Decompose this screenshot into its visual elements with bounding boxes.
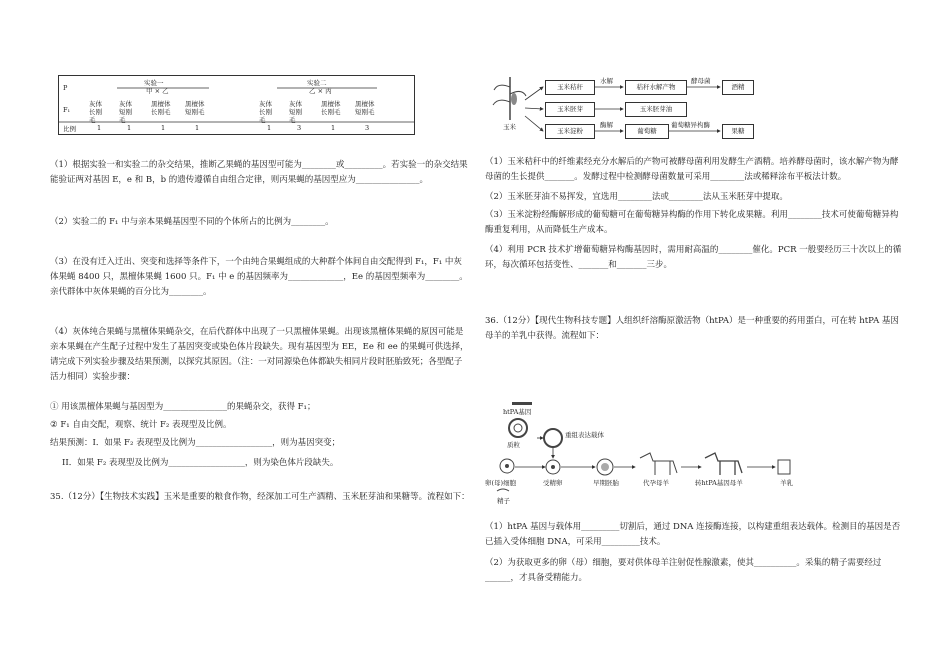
node-fructose: 果糖 [722, 124, 754, 139]
r4-text: （4）利用 PCR 技术扩增葡萄糖异构酶基因时，需用耐高温的________催化。PCR 一般要经历三十次以上的循环，每次循环包括变性、_______和_______三步。 [485, 245, 902, 270]
step1-text: ① 用该黑檀体果蝇与基因型为_______________的果蝇杂交，获得 F₁； [50, 402, 316, 412]
edge-hydrolysis: 水解 [600, 77, 613, 85]
node-starch: 玉米淀粉 [545, 124, 595, 139]
exp1-ratio-1: 1 [127, 124, 132, 132]
exp1-title: 实验一 [144, 79, 164, 87]
q35-text: 35.（12分）【生物技术实践】玉米是重要的粮食作物，经深加工可生产酒精、玉米胚芽油和果糖等。流程如下： [50, 492, 470, 502]
ratio-label: 比例 [63, 125, 76, 133]
f1-label: F₁ [63, 106, 71, 114]
exp2-pheno-0: 灰体长刚毛 [259, 100, 272, 124]
r3-text: （3）玉米淀粉经酶解形成的葡萄糖可在葡萄糖异构酶的作用下转化成果糖。利用________技术可使葡萄糖异构酶重复利用，从而降低生产成本。 [485, 210, 899, 235]
exp2-ratio-0: 1 [267, 124, 272, 132]
htpa-flow-diagram [485, 398, 905, 510]
exp2-title: 实验二 [307, 79, 327, 87]
node-germ: 玉米胚芽 [545, 102, 595, 117]
exp1-pheno-1: 灰体短刚毛 [119, 100, 132, 124]
p-label: P [63, 84, 68, 92]
corn-label: 玉米 [503, 123, 516, 131]
q4-text: （4）灰体纯合果蝇与黑檀体果蝇杂交，在后代群体中出现了一只黑檀体果蝇。出现该黑檀体果蝇的原因可能是亲本果蝇在产生配子过程中发生了基因突变或染色体片段缺失。现有基因型为 EE，Ee 和 ee 的果蝇可供选择，请完成下列实验步骤及结果预测，以探究其原因。（注：一对同源染色体都缺失相同片段时胚胎致死；各型配子活力相同）实验步骤： [50, 327, 469, 382]
a2-text: （2）为获取更多的卵（母）细胞，要对供体母羊注射促性腺激素，使其__________。采集的精子需要经过______，才具备受精能力。 [485, 558, 882, 583]
r2-text: （2）玉米胚芽油不易挥发，宜选用________法或________法从玉米胚芽中提取。 [485, 192, 788, 202]
exp2-pheno-3: 黑檀体短刚毛 [355, 100, 375, 116]
q36-text: 36.（12分）【现代生物科技专题】人组织纤溶酶原激活物（htPA）是一种重要的药用蛋白，可在转 htPA 基因母羊的羊乳中获得。流程如下： [485, 316, 899, 341]
cross-table [58, 75, 415, 135]
exp1-ratio-2: 1 [161, 124, 166, 132]
zygote-label: 受精卵 [543, 479, 563, 487]
sperm-label: 精子 [497, 497, 510, 505]
transgenic-label: 转htPA基因母羊 [695, 479, 743, 487]
exp2-pheno-2: 黑檀体长刚毛 [321, 100, 341, 116]
q2-text: （2）实验二的 F₁ 中与亲本果蝇基因型不同的个体所占的比例为________。 [50, 217, 334, 227]
node-germ-oil: 玉米胚芽油 [625, 102, 687, 117]
exp2-pheno-1: 灰体短刚毛 [289, 100, 302, 124]
exp2-ratio-2: 1 [331, 124, 336, 132]
surrogate-label: 代孕母羊 [643, 479, 669, 487]
exp1-pheno-3: 黑檀体短刚毛 [185, 100, 205, 116]
q1-text: （1）根据实验一和实验二的杂交结果，推断乙果蝇的基因型可能为________或_________。若实验一的杂交结果能验证两对基因 E，e 和 B，b 的遗传遵循自由组合定律，则丙果蝇的基因型应为_______________。 [50, 160, 468, 185]
node-hydrolysate: 秸秆水解产物 [625, 80, 687, 95]
step2-text: ② F₁ 自由交配，观察、统计 F₂ 表现型及比例。 [50, 420, 232, 430]
exp1-cross: 甲 × 乙 [146, 87, 169, 95]
gene-label: htPA基因 [503, 408, 532, 416]
milk-label: 羊乳 [780, 479, 793, 487]
node-glucose: 葡萄糖 [625, 124, 669, 139]
exp2-ratio-3: 3 [365, 124, 370, 132]
plasmid-label: 质粒 [507, 441, 520, 449]
htpa-flow-graphics [485, 398, 815, 510]
a1-text: （1）htPA 基因与载体用_________切割后，通过 DNA 连接酶连接，以构建重组表达载体。检测目的基因是否已插入受体细胞 DNA，可采用_________技术。 [485, 522, 901, 547]
exp1-ratio-0: 1 [97, 124, 102, 132]
corn-plant-icon [490, 72, 530, 122]
exp2-ratio-1: 3 [297, 124, 302, 132]
corn-flow-diagram [485, 70, 905, 150]
vector-label: 重组表达载体 [565, 431, 604, 439]
node-stalk: 玉米秸秆 [545, 80, 595, 95]
node-alcohol: 酒精 [722, 80, 754, 95]
r1-text: （1）玉米秸秆中的纤维素经充分水解后的产物可被酵母菌利用发酵生产酒精。培养酵母菌时，该水解产物为酵母菌的生长提供_______。发酵过程中检测酵母菌数量可采用________法或稀释涂布平板法计数。 [485, 157, 899, 182]
edge-enzyme: 酶解 [600, 121, 613, 129]
result-text: 结果预测：I．如果 F₂ 表现型及比例为__________________，则为基因突变； [50, 438, 341, 448]
embryo-label: 早期胚胎 [593, 479, 619, 487]
edge-yeast: 酵母菌 [691, 77, 711, 85]
exp1-ratio-3: 1 [195, 124, 200, 132]
egg-label: 卵(母)细胞 [485, 479, 517, 487]
q3-text: （3）在没有迁入迁出、突变和选择等条件下，一个由纯合果蝇组成的大种群个体间自由交配得到 F₁，F₁ 中灰体果蝇 8400 只，黑檀体果蝇 1600 只。F₁ 中 e 的基因频率为_____________，Ee 的基因型频率为________。亲代群体中灰体果蝇的百分比为________。 [50, 257, 468, 297]
exp1-pheno-2: 黑檀体长刚毛 [151, 100, 171, 116]
result2-text: II．如果 F₂ 表现型及比例为__________________，则为染色体片段缺失。 [62, 458, 339, 468]
exp2-cross: 乙 × 丙 [309, 87, 332, 95]
edge-isomerase: 葡萄糖异构酶 [671, 121, 710, 129]
exp1-pheno-0: 灰体长刚毛 [89, 100, 102, 124]
